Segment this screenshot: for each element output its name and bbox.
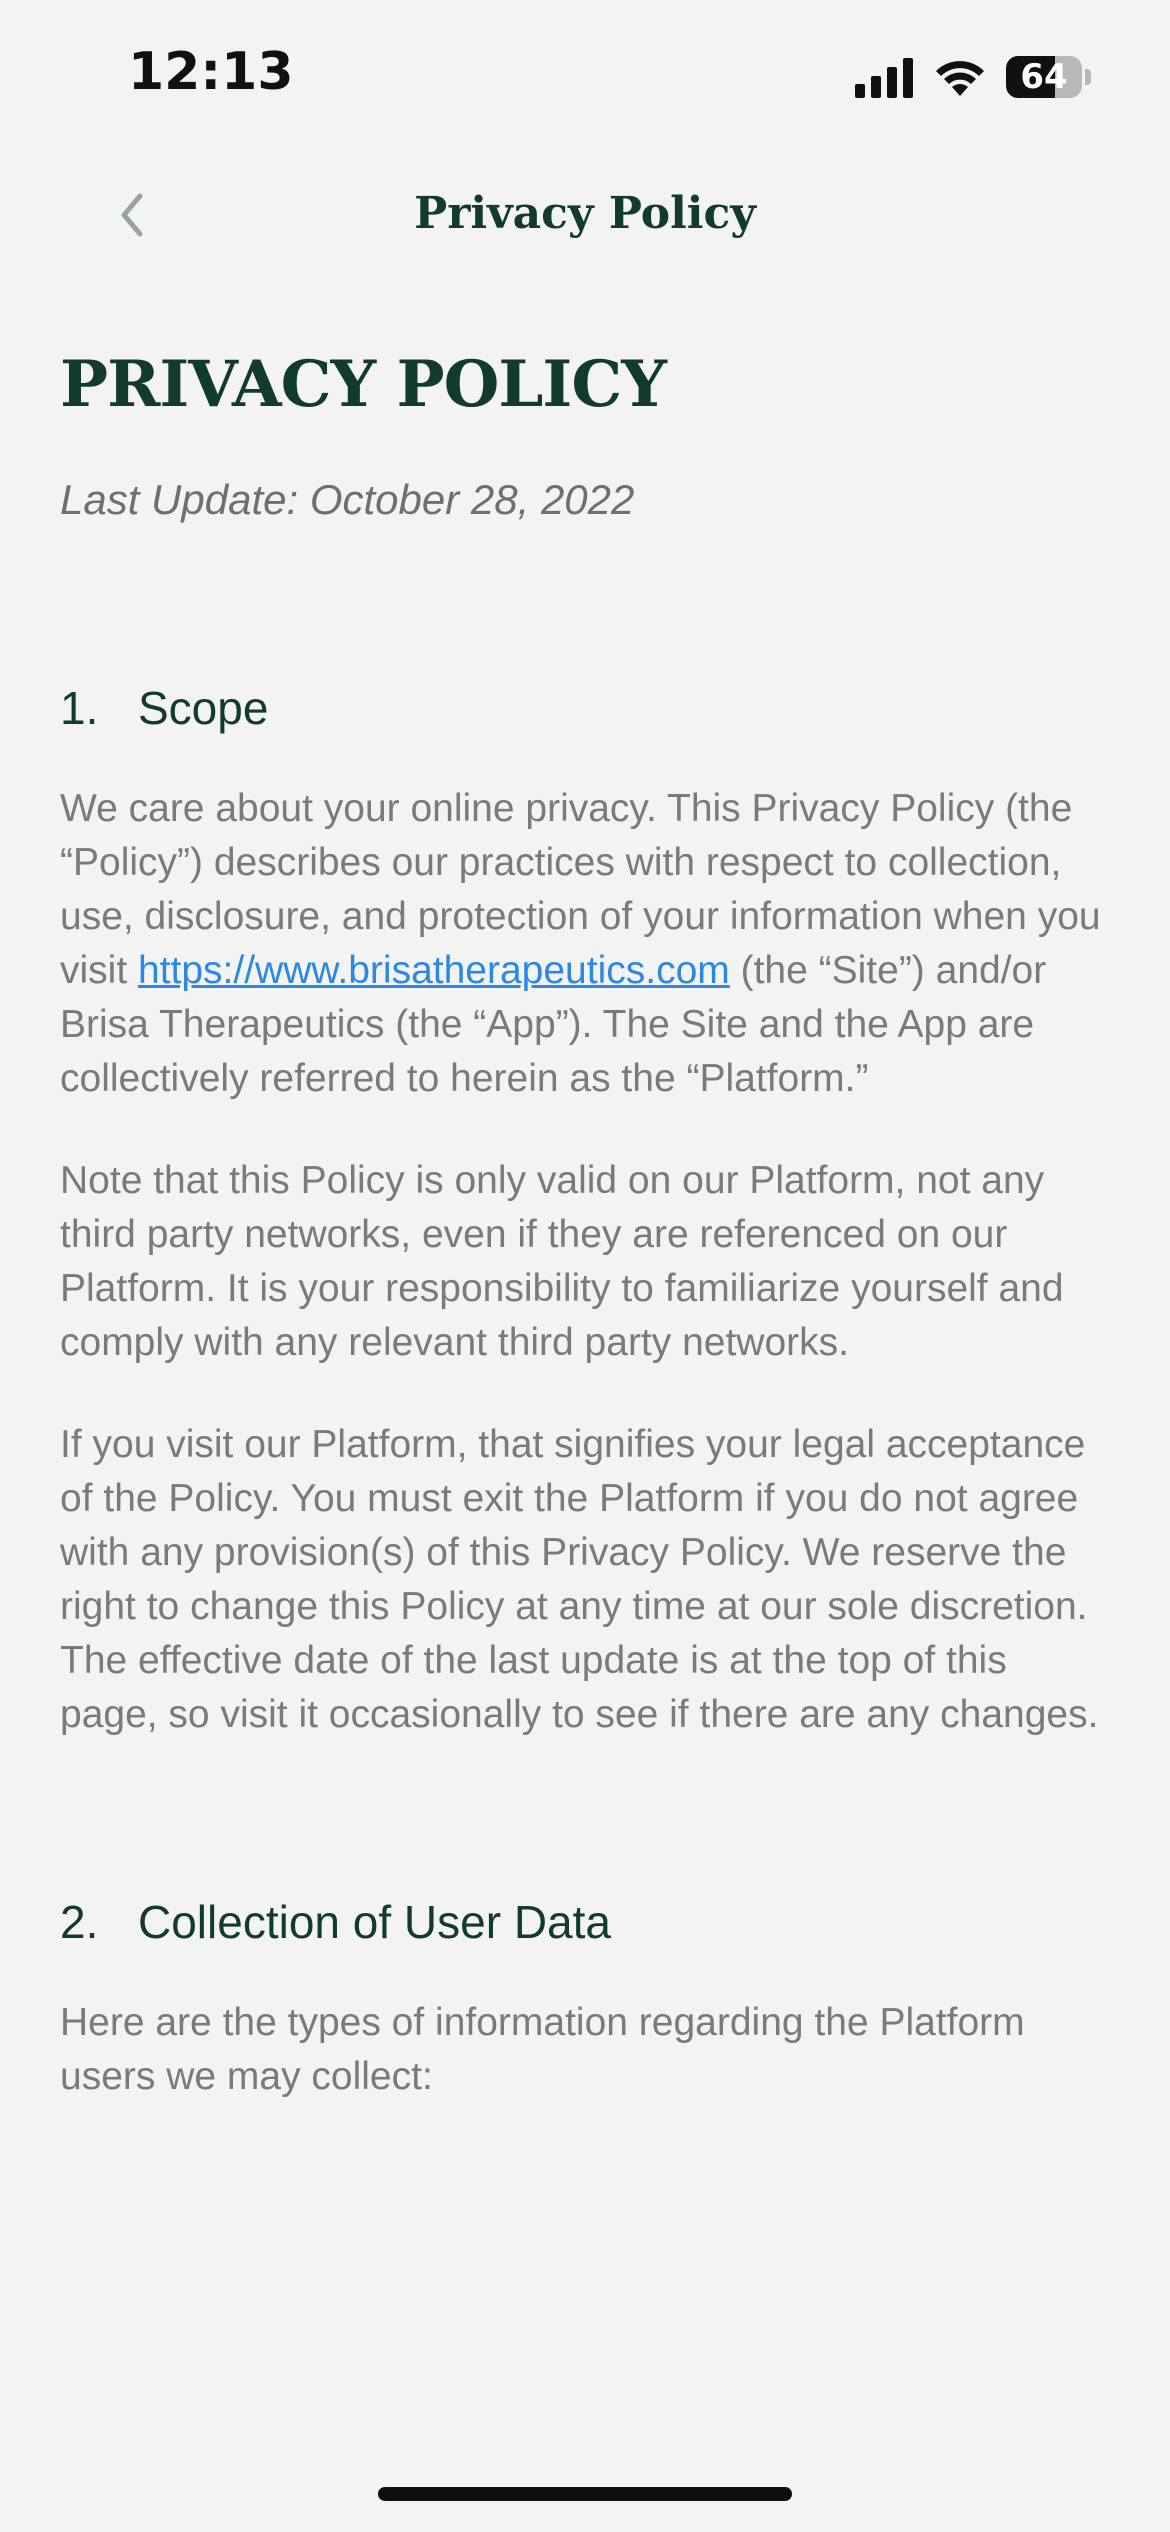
last-update: Last Update: October 28, 2022 xyxy=(60,476,635,523)
scope-paragraph-2: Note that this Policy is only valid on our Platform, not any third party networks, even if they are referenced on our Platform. It is your responsibility to familiarize yourself and comply with any relevant third party networks. xyxy=(60,1159,1064,1364)
paragraph-text: We care about your online privacy. This Privacy Policy (the “Policy”) describes our practices with respect to collection, use, disclosure, and protection of your information when you visit xyxy=(60,787,1101,992)
section-title: Collection of User Data xyxy=(138,1896,611,1948)
battery-icon xyxy=(1006,56,1092,98)
nav-bar xyxy=(0,160,1170,280)
scope-paragraph-3: If you visit our Platform, that signifies your legal acceptance of the Policy. You must exit the Platform if you do not agree with any provision(s) of this Privacy Policy. We reserve the right to change this Policy at any time at our sole discretion. The effective date of the last update is at the top of this page, so visit it occasionally to see if there are any changes. xyxy=(60,1423,1099,1736)
status-bar xyxy=(0,0,1170,150)
status-time: 12:13 xyxy=(128,42,294,102)
signal-icon xyxy=(855,58,915,98)
section-title: Scope xyxy=(138,682,269,734)
page-heading: PRIVACY POLICY xyxy=(60,347,666,422)
policy-content xyxy=(60,340,1110,2104)
section-heading-scope xyxy=(60,678,1110,738)
paragraph-text: (the “Site”) and/or Brisa Therapeutics (the “App”). The Site and the App are collectively referred to herein as the “Platform.” xyxy=(60,949,1047,1100)
site-link[interactable]: https://www.brisatherapeutics.com xyxy=(138,949,730,992)
home-indicator[interactable] xyxy=(378,2487,792,2501)
nav-title: Privacy Policy xyxy=(414,188,756,239)
scope-paragraph-1 xyxy=(60,782,1110,1106)
battery-level: 64 xyxy=(1020,57,1068,97)
wifi-icon xyxy=(933,56,987,98)
section-number: 2. xyxy=(60,1896,99,1948)
section-heading-collection xyxy=(60,1892,1110,1952)
section-number: 1. xyxy=(60,682,99,734)
collection-paragraph-1: Here are the types of information regarding the Platform users we may collect: xyxy=(60,2001,1025,2098)
